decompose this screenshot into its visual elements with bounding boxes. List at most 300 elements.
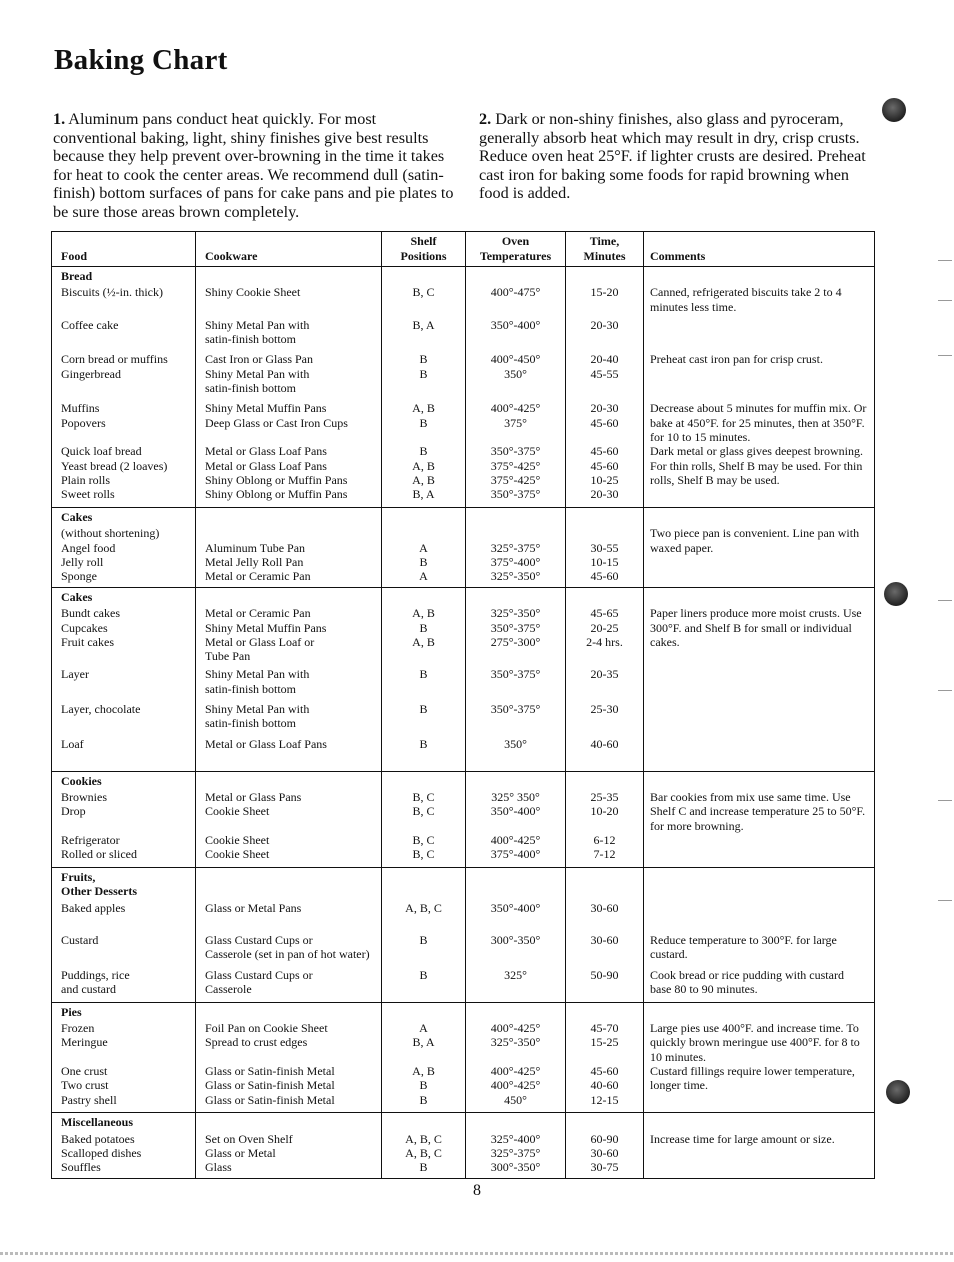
- food-name: Jelly roll: [61, 554, 104, 569]
- bottom-scan-edge: [0, 1252, 954, 1255]
- cookware: Cookie Sheet: [205, 847, 270, 862]
- oven-value: 350°-375°: [490, 702, 541, 717]
- oven-value: 450°: [504, 1092, 527, 1107]
- table-row: [52, 1064, 875, 1113]
- shelf-value: B: [419, 352, 428, 367]
- time-cell: [566, 1019, 644, 1064]
- table-section: [52, 771, 875, 867]
- shelf-cell: [382, 352, 466, 401]
- empty-cell: [382, 867, 466, 898]
- food-name-cell: [52, 667, 196, 702]
- section-header-row: [52, 507, 875, 524]
- page-title: Baking Chart: [54, 44, 228, 76]
- intro-text-1: Aluminum pans conduct heat quickly. For most conventional baking, light, shiny finishes give best results because they help prevent over-browning in the time it takes for heat to cook the center areas. We recommend dull (satin-finish) bottom surfaces of pans for cake pans and pie plates to be sure those areas brown completely.: [53, 110, 454, 221]
- food-name: Biscuits (½-in. thick): [61, 285, 163, 300]
- food-name: Gingerbread: [61, 366, 121, 381]
- oven-value: 375°-400°: [490, 554, 541, 569]
- header-shelf-line-1: Shelf: [410, 234, 437, 248]
- shelf-value: A, B, C: [405, 900, 442, 915]
- oven-value: 375°-425°: [490, 458, 541, 473]
- oven-value: 325° 350°: [491, 790, 540, 804]
- food-name: Bundt cakes: [61, 606, 120, 621]
- oven-cell: [466, 352, 566, 401]
- shelf-value: B: [419, 736, 428, 751]
- shelf-cell: [382, 1130, 466, 1179]
- empty-cell: [196, 867, 382, 898]
- punch-hole-bottom-icon: [886, 1080, 910, 1104]
- shelf-cell: [382, 899, 466, 934]
- time-value: 30-75: [590, 1160, 619, 1175]
- empty-cell: [382, 507, 466, 524]
- oven-cell: [466, 1019, 566, 1064]
- shelf-value: B, A: [412, 487, 435, 502]
- cookware: Glass or Satin-finish Metal: [205, 1092, 335, 1107]
- empty-cell: [466, 1002, 566, 1019]
- empty-cell: [466, 867, 566, 898]
- cookware: Glass: [205, 1160, 232, 1175]
- shelf-value: A, B: [412, 401, 435, 416]
- food-name: Sweet rolls: [61, 487, 115, 502]
- food-name: Angel food: [61, 540, 116, 555]
- time-cell: [566, 788, 644, 833]
- cookware: Shiny Metal Pan with: [205, 702, 310, 717]
- shelf-value: B: [419, 1160, 428, 1175]
- table-row: [52, 667, 875, 702]
- shelf-value: A, B: [412, 472, 435, 487]
- header-oven-line-2: Temperatures: [479, 249, 552, 263]
- empty-cell: [644, 1002, 875, 1019]
- shelf-value: B: [419, 933, 428, 948]
- punch-hole-middle-icon: [884, 582, 908, 606]
- empty-cell: [566, 1002, 644, 1019]
- food-name: Meringue: [61, 1035, 108, 1050]
- comments: Large pies use 400°F. and increase time. To quickly brown meringue use 400°F. for 8 to 10 minutes.: [644, 1019, 875, 1064]
- empty-cell: [566, 1113, 644, 1130]
- food-name-cell: [52, 788, 196, 833]
- margin-mark: [938, 260, 952, 261]
- shelf-value: B: [419, 1092, 428, 1107]
- cookware: Aluminum Tube Pan: [205, 540, 306, 555]
- oven-value: 325°-350°: [490, 1035, 541, 1050]
- food-name-cell: [52, 737, 196, 772]
- table-row: [52, 737, 875, 772]
- page-number: 8: [473, 1182, 481, 1199]
- oven-cell: [466, 444, 566, 507]
- shelf-cell: [382, 788, 466, 833]
- table-row: [52, 444, 875, 507]
- punch-hole-top-icon: [882, 98, 906, 122]
- shelf-cell: [382, 604, 466, 667]
- shelf-value: B: [419, 702, 428, 717]
- time-value: 25-35: [590, 790, 619, 804]
- time-value: 30-55: [590, 540, 619, 555]
- oven-cell: [466, 604, 566, 667]
- cookware: Metal or Ceramic Pan: [205, 569, 311, 584]
- cookware: Glass or Satin-finish Metal: [205, 1078, 335, 1093]
- cookware: Deep Glass or Cast Iron Cups: [205, 415, 348, 430]
- shelf-cell: [382, 968, 466, 1003]
- shelf-value: A, B: [412, 606, 435, 621]
- oven-cell: [466, 933, 566, 968]
- cookware-cell: [196, 524, 382, 587]
- empty-cell: [644, 587, 875, 604]
- time-cell: [566, 318, 644, 353]
- cookware: Glass or Satin-finish Metal: [205, 1064, 335, 1079]
- time-value: 30-60: [590, 1146, 619, 1161]
- time-cell: [566, 283, 644, 318]
- shelf-cell: [382, 933, 466, 968]
- empty-cell: [466, 507, 566, 524]
- table-row: [52, 283, 875, 318]
- shelf-value: A: [419, 569, 428, 584]
- header-time-line-1: Time,: [589, 234, 620, 248]
- comments: Preheat cast iron pan for crisp crust.: [644, 352, 875, 401]
- food-name-cell: [52, 1064, 196, 1113]
- empty-cell: [382, 771, 466, 788]
- oven-cell: [466, 318, 566, 353]
- margin-mark: [938, 800, 952, 801]
- intro-paragraph-2: [479, 110, 879, 203]
- header-shelf-line-2: Positions: [400, 249, 447, 263]
- time-cell: [566, 737, 644, 772]
- section-header-row: [52, 267, 875, 284]
- food-name: Cupcakes: [61, 620, 108, 635]
- time-value: 45-60: [590, 415, 619, 430]
- cookware-cell: [196, 788, 382, 833]
- time-value: 7-12: [593, 847, 616, 862]
- empty-cell: [196, 1002, 382, 1019]
- cookware: Cast Iron or Glass Pan: [205, 352, 313, 367]
- cookware-cell: [196, 1019, 382, 1064]
- section-name-line: Bread: [61, 269, 93, 283]
- comments: Canned, refrigerated biscuits take 2 to 4 minutes less time.: [644, 283, 875, 318]
- time-cell: [566, 1130, 644, 1179]
- cookware: Tube Pan: [205, 649, 251, 664]
- cookware: Shiny Metal Pan with: [205, 667, 310, 682]
- shelf-cell: [382, 283, 466, 318]
- empty-cell: [196, 507, 382, 524]
- section-name: [52, 587, 196, 604]
- time-value: 45-60: [590, 569, 619, 584]
- header-time-minutes: [566, 232, 644, 267]
- time-cell: [566, 899, 644, 934]
- food-name: One crust: [61, 1064, 108, 1079]
- oven-value: 350°-400°: [490, 317, 541, 332]
- oven-value: 375°: [504, 415, 527, 430]
- shelf-cell: [382, 702, 466, 737]
- shelf-cell: [382, 318, 466, 353]
- cookware-cell: [196, 283, 382, 318]
- section-name-line: Pies: [61, 1004, 82, 1019]
- food-name: Pastry shell: [61, 1092, 117, 1107]
- cookware: satin-finish bottom: [205, 381, 296, 396]
- shelf-cell: [382, 444, 466, 507]
- table-section: [52, 867, 875, 1002]
- comments: Cook bread or rice pudding with custard base 80 to 90 minutes.: [644, 968, 875, 1003]
- time-value: 45-60: [590, 1064, 619, 1079]
- table-section: [52, 587, 875, 771]
- empty-cell: [382, 1113, 466, 1130]
- cookware-cell: [196, 667, 382, 702]
- table-row: [52, 1130, 875, 1179]
- cookware-cell: [196, 933, 382, 968]
- section-name-line: Other Desserts: [61, 884, 138, 899]
- empty-cell: [196, 267, 382, 284]
- empty-cell: [644, 1113, 875, 1130]
- time-value: 12-15: [590, 1092, 619, 1107]
- oven-value: 325°: [504, 967, 527, 982]
- table-row: [52, 833, 875, 868]
- cookware: Cookie Sheet: [205, 804, 270, 819]
- comments: [644, 899, 875, 934]
- shelf-value: B: [419, 1078, 428, 1093]
- time-cell: [566, 968, 644, 1003]
- comments: Bar cookies from mix use same time. Use Shelf C and increase temperature 25 to 50°F. for more browning.: [644, 788, 875, 833]
- cookware-cell: [196, 899, 382, 934]
- empty-cell: [644, 507, 875, 524]
- cookware-cell: [196, 352, 382, 401]
- cookware: Shiny Oblong or Muffin Pans: [205, 472, 348, 487]
- shelf-value: B, C: [412, 847, 435, 862]
- oven-value: 400°-425°: [490, 401, 541, 416]
- table-row: [52, 401, 875, 444]
- table-row: [52, 968, 875, 1003]
- cookware: Spread to crust edges: [205, 1035, 308, 1050]
- time-value: 45-60: [590, 444, 619, 459]
- table-row: [52, 352, 875, 401]
- table-row: [52, 933, 875, 968]
- cookware: Glass Custard Cups or: [205, 967, 313, 982]
- time-value: 20-30: [590, 401, 619, 416]
- cookware: Shiny Metal Muffin Pans: [205, 401, 327, 416]
- food-name: Sponge: [61, 569, 97, 584]
- shelf-value: B: [419, 554, 428, 569]
- cookware-cell: [196, 737, 382, 772]
- table-section: [52, 267, 875, 508]
- oven-value: 350°-375°: [490, 487, 541, 502]
- time-value: 15-25: [590, 1035, 619, 1050]
- time-value: 45-55: [590, 366, 619, 381]
- shelf-value: A, B: [412, 634, 435, 649]
- time-value: 15-20: [590, 285, 619, 300]
- comments: Paper liners produce more moist crusts. Use 300°F. and Shelf B for small or individual cakes.: [644, 604, 875, 667]
- cookware: Cookie Sheet: [205, 832, 270, 847]
- comments: [644, 667, 875, 702]
- section-name-line: Cakes: [61, 589, 93, 604]
- cookware: Set on Oven Shelf: [205, 1131, 293, 1146]
- empty-cell: [566, 867, 644, 898]
- shelf-value: A: [419, 540, 428, 555]
- shelf-value: B, C: [412, 832, 435, 847]
- table-row: [52, 318, 875, 353]
- shelf-cell: [382, 737, 466, 772]
- food-name-cell: [52, 833, 196, 868]
- comments: Dark metal or glass gives deepest browning. For thin rolls, Shelf B may be used. For thin rolls, Shelf B may be used.: [644, 444, 875, 507]
- cookware: Metal or Glass Loaf Pans: [205, 736, 327, 751]
- section-name-line: Cookies: [61, 773, 102, 788]
- food-name-cell: [52, 604, 196, 667]
- food-name: Coffee cake: [61, 317, 119, 332]
- time-cell: [566, 933, 644, 968]
- time-value: 40-60: [590, 1078, 619, 1093]
- oven-value: 325°-375°: [490, 540, 541, 555]
- shelf-cell: [382, 524, 466, 587]
- food-name: Plain rolls: [61, 472, 111, 487]
- food-name-cell: [52, 899, 196, 934]
- header-time-line-2: Minutes: [583, 249, 626, 263]
- shelf-value: A: [419, 1021, 428, 1036]
- section-name-line: Fruits,: [61, 869, 96, 884]
- section-name: [52, 771, 196, 788]
- oven-value: 350°-400°: [490, 900, 541, 915]
- cookware-cell: [196, 444, 382, 507]
- food-name: Layer: [61, 667, 89, 682]
- oven-cell: [466, 833, 566, 868]
- oven-cell: [466, 1064, 566, 1113]
- margin-mark: [938, 300, 952, 301]
- time-cell: [566, 1064, 644, 1113]
- empty-cell: [382, 1002, 466, 1019]
- empty-cell: [644, 771, 875, 788]
- oven-value: 400°-425°: [490, 832, 541, 847]
- food-name-cell: [52, 318, 196, 353]
- cookware: satin-finish bottom: [205, 332, 296, 347]
- oven-value: 325°-350°: [490, 606, 541, 621]
- cookware: Metal or Glass Loaf Pans: [205, 444, 327, 459]
- time-value: 10-25: [590, 472, 619, 487]
- time-cell: [566, 604, 644, 667]
- comments: [644, 737, 875, 772]
- food-name: Brownies: [61, 790, 107, 804]
- shelf-value: B: [419, 967, 428, 982]
- time-value: 30-60: [590, 933, 619, 948]
- cookware: Metal or Glass Loaf or: [205, 634, 315, 649]
- empty-cell: [466, 771, 566, 788]
- food-name: Quick loaf bread: [61, 444, 142, 459]
- food-name-cell: [52, 968, 196, 1003]
- food-name-cell: [52, 444, 196, 507]
- food-name: Loaf: [61, 736, 84, 751]
- intro-number-2: 2.: [479, 110, 492, 128]
- cookware: Metal or Ceramic Pan: [205, 606, 311, 621]
- oven-value: 350°: [504, 366, 527, 381]
- oven-cell: [466, 524, 566, 587]
- section-header-row: [52, 1002, 875, 1019]
- margin-mark: [938, 600, 952, 601]
- food-name: Popovers: [61, 415, 106, 430]
- food-name: Rolled or sliced: [61, 847, 137, 862]
- time-value: 2-4 hrs.: [586, 634, 623, 649]
- shelf-value: B: [419, 444, 428, 459]
- cookware: Metal Jelly Roll Pan: [205, 554, 304, 569]
- time-value: 10-20: [590, 804, 619, 819]
- margin-mark: [938, 690, 952, 691]
- shelf-cell: [382, 401, 466, 444]
- food-name-cell: [52, 524, 196, 587]
- food-name-cell: [52, 933, 196, 968]
- time-value: 25-30: [590, 702, 619, 717]
- food-name: Two crust: [61, 1078, 109, 1093]
- food-name-cell: [52, 283, 196, 318]
- cookware-cell: [196, 604, 382, 667]
- table-row: [52, 702, 875, 737]
- section-name: [52, 867, 196, 898]
- oven-cell: [466, 899, 566, 934]
- time-value: 45-65: [590, 606, 619, 621]
- oven-value: 350°-375°: [490, 620, 541, 635]
- empty-cell: [196, 587, 382, 604]
- empty-cell: [382, 267, 466, 284]
- oven-cell: [466, 702, 566, 737]
- oven-value: 275°-300°: [490, 634, 541, 649]
- comments: [644, 833, 875, 868]
- time-cell: [566, 702, 644, 737]
- shelf-cell: [382, 667, 466, 702]
- comments: Reduce temperature to 300°F. for large custard.: [644, 933, 875, 968]
- comments: Two piece pan is convenient. Line pan with waxed paper.: [644, 524, 875, 587]
- cookware: [205, 526, 377, 540]
- time-value: 20-35: [590, 667, 619, 682]
- time-value: 10-15: [590, 554, 619, 569]
- time-value: 45-60: [590, 458, 619, 473]
- cookware: Metal or Glass Loaf Pans: [205, 458, 327, 473]
- time-value: 20-40: [590, 352, 619, 367]
- oven-value: 400°-425°: [490, 1021, 541, 1036]
- cookware-cell: [196, 968, 382, 1003]
- section-header-row: [52, 867, 875, 898]
- shelf-value: B, C: [412, 790, 435, 804]
- section-name: [52, 267, 196, 284]
- oven-value: 350°-375°: [490, 667, 541, 682]
- header-oven-temperatures: [466, 232, 566, 267]
- food-name: Scalloped dishes: [61, 1146, 142, 1161]
- food-name: Refrigerator: [61, 832, 120, 847]
- oven-value: [468, 526, 563, 540]
- oven-cell: [466, 737, 566, 772]
- comments: Increase time for large amount or size.: [644, 1130, 875, 1179]
- cookware: Shiny Metal Muffin Pans: [205, 620, 327, 635]
- empty-cell: [566, 587, 644, 604]
- time-value: 20-30: [590, 487, 619, 502]
- shelf-value: B, C: [412, 804, 435, 819]
- oven-value: 375°-425°: [490, 472, 541, 487]
- food-name-cell: [52, 352, 196, 401]
- comments: Decrease about 5 minutes for muffin mix. Or bake at 450°F. for 25 minutes, then at 350°F. for 10 to 15 minutes.: [644, 401, 875, 444]
- time-value: 20-25: [590, 620, 619, 635]
- empty-cell: [644, 867, 875, 898]
- oven-value: 325°-375°: [490, 1146, 541, 1161]
- section-header-row: [52, 1113, 875, 1130]
- food-name: Yeast bread (2 loaves): [61, 458, 168, 473]
- oven-value: 400°-425°: [490, 1064, 541, 1079]
- oven-cell: [466, 667, 566, 702]
- intro-text-2: Dark or non-shiny finishes, also glass and pyroceram, generally absorb heat which may result in dry, crisp crusts. Reduce oven heat 25°F. if lighter crusts are desired. Preheat cast iron for baking some foods for rapid browning when food is added.: [479, 110, 866, 202]
- shelf-value: B, C: [412, 285, 435, 300]
- time-cell: [566, 444, 644, 507]
- cookware-cell: [196, 702, 382, 737]
- oven-cell: [466, 968, 566, 1003]
- time-cell: [566, 667, 644, 702]
- shelf-value: A, B: [412, 1064, 435, 1079]
- shelf-value: A, B, C: [405, 1146, 442, 1161]
- oven-value: 400°-450°: [490, 352, 541, 367]
- oven-value: 325°-400°: [490, 1131, 541, 1146]
- header-food: Food: [52, 232, 196, 267]
- shelf-value: B: [419, 667, 428, 682]
- cookware-cell: [196, 1064, 382, 1113]
- shelf-value: B, A: [412, 317, 435, 332]
- cookware: Glass or Metal: [205, 1146, 276, 1161]
